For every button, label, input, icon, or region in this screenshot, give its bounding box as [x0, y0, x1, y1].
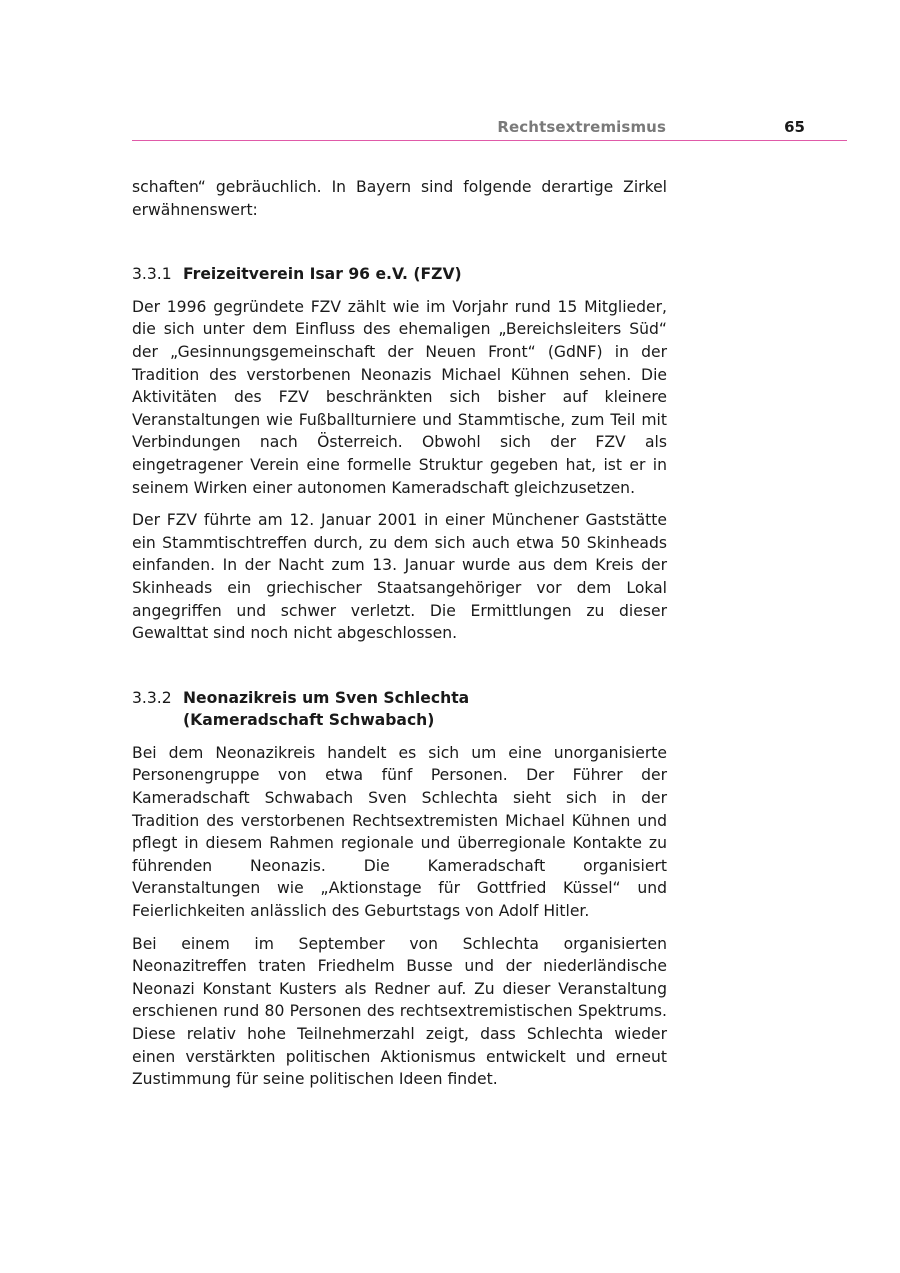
- section-number: 3.3.1: [132, 265, 172, 284]
- section-heading-3-3-2: [132, 687, 667, 732]
- paragraph: Bei dem Neonazikreis handelt es sich um eine unorganisierte Personengruppe von etwa fünf Personen. Der Führer der Kameradschaft Schwabach Sven Schlechta sieht sich in der Tradition des verstorbenen Rechtsextremisten Michael Kühnen und pflegt in diesem Rahmen regionale und überregionale Kontakte zu führenden Neonazis. Die Kameradschaft organisiert Veranstaltungen wie „Aktionstage für Gottfried Küssel“ und Feierlichkeiten anlässlich des Geburtstags von Adolf Hitler.: [132, 743, 667, 921]
- paragraph: Der 1996 gegründete FZV zählt wie im Vorjahr rund 15 Mitglieder, die sich unter dem Einfluss des ehemaligen „Bereichsleiters Süd“ der „Gesinnungsgemeinschaft der Neuen Front“ (GdNF) in der Tradition des verstorbenen Neonazis Michael Kühnen sehen. Die Aktivitäten des FZV beschränkten sich bisher auf kleinere Veranstaltungen wie Fußballturniere und Stammtische, zum Teil mit Verbindungen nach Österreich. Obwohl sich der FZV als eingetragener Verein eine formelle Struktur gegeben hat, ist er in seinem Wirken einer autonomen Kameradschaft gleichzusetzen.: [132, 297, 667, 497]
- section-title-continued: (Kameradschaft Schwabach): [183, 711, 435, 730]
- section-title: Neonazikreis um Sven Schlechta: [183, 688, 470, 707]
- running-title: Rechtsextremismus: [497, 118, 666, 136]
- section-title: Freizeitverein Isar 96 e.V. (FZV): [183, 265, 462, 284]
- section-heading-3-3-1: [132, 263, 667, 286]
- section-number: 3.3.2: [132, 688, 172, 707]
- paragraph: Der FZV führte am 12. Januar 2001 in einer Münchener Gaststätte ein Stammtischtreffen durch, zu dem sich auch etwa 50 Skinheads einfanden. In der Nacht zum 13. Januar wurde aus dem Kreis der Skinheads ein griechischer Staatsangehöriger vor dem Lokal angegriffen und schwer verletzt. Die Ermittlungen zu dieser Gewalttat sind noch nicht abgeschlossen.: [132, 511, 667, 643]
- page-number: 65: [784, 118, 805, 136]
- running-header: [132, 118, 847, 140]
- text-column: [132, 176, 667, 1101]
- intro-paragraph: schaften“ gebräuchlich. In Bayern sind folgende derartige Zirkel erwähnenswert:: [132, 178, 667, 219]
- header-rule: [132, 140, 847, 141]
- paragraph: Bei einem im September von Schlechta organisierten Neonazitreffen traten Friedhelm Busse und der niederländische Neonazi Konstant Kusters als Redner auf. Zu dieser Veranstaltung erschienen rund 80 Personen des rechtsextremistischen Spektrums. Diese relativ hohe Teilnehmerzahl zeigt, dass Schlechta wieder einen verstärkten politischen Aktionismus entwickelt und erneut Zustimmung für seine politischen Ideen findet.: [132, 934, 667, 1089]
